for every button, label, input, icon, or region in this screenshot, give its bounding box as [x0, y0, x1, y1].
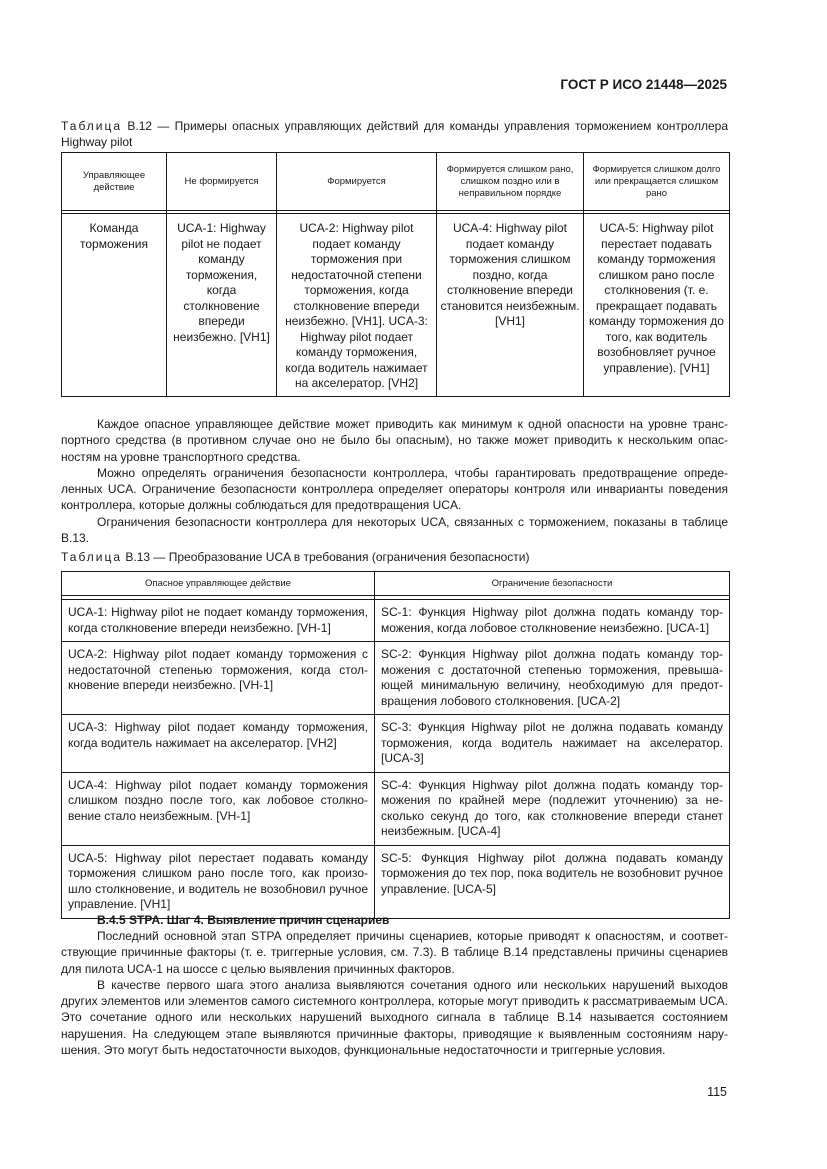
body-text-block-1: [61, 416, 728, 546]
table-cell: UCA-5: Highway pilot перестает подавать команду торможения слишком рано после того, как произошло столкновение, и водитель не возобновил ручное управление. [VH1]: [62, 845, 375, 918]
table-cell: Команда торможения: [62, 214, 167, 397]
paragraph: Последний основной этап STPA определяет причины сценариев, которые приводят к опасностям, и соответствующие причинные факторы (т. е. триггерные условия, см. 7.3). В таблице В.14 представлены причины сценариев для пилота UCA-1 на шоссе с целью выявления причинных факторов.: [61, 929, 728, 976]
paragraph: Ограничения безопасности контроллера для некоторых UCA, связанных с торможением, показаны в таблице В.13.: [61, 514, 728, 546]
table-b12-caption: [61, 118, 728, 150]
section-b45: [61, 912, 728, 1058]
column-header: Управляющее действие: [62, 153, 167, 211]
table-cell: UCA-3: Highway pilot подает команду торможения, когда водитель нажимает на акселератор. [VH2]: [62, 715, 375, 773]
table-cell: UCA-4: Highway pilot подает команду торможения слишком поздно, когда столкновение впереди становится неизбежным. [VH1]: [437, 214, 584, 397]
document-header: ГОСТ Р ИСО 21448—2025: [560, 77, 727, 92]
table-b13: [61, 571, 730, 919]
table-row: [62, 214, 730, 397]
paragraph: Можно определять ограничения безопасности контроллера, чтобы гарантировать предотвращение определенных UCA. Ограничение безопасности контроллера определяет операторы контроля или инварианты поведения контроллера, которые должны соблюдаться для предотвращения UCA.: [61, 465, 728, 513]
paragraph: В качестве первого шага этого анализа выявляются сочетания одного или нескольких нарушений выходов других элементов или элементов самого системного контроллера, которые могут приводить к рассматриваемым UCA. Это сочетание одного или нескольких нарушений выходного сигнала в таблице В.14 называется состоянием нарушения. На следующем этапе выявляются причинные факторы, приводящие к выявленным состояниям нарушения. Это могут быть недостаточности выходов, функциональные недостаточности и триггерные условия.: [61, 977, 728, 1058]
table-cell: UCA-4: Highway pilot подает команду торможения слишком поздно после того, как лобовое столкновение стало неизбежным. [VH-1]: [62, 772, 375, 845]
table-label: Таблица: [61, 119, 123, 133]
table-cell: UCA-1: Highway pilot не подает команду торможения, когда столкновение впереди неизбежно. [VH-1]: [62, 600, 375, 642]
column-header: Не формируется: [167, 153, 277, 211]
table-row: [62, 845, 730, 918]
table-b12: [61, 152, 730, 397]
table-title: В.12 — Примеры опасных управляющих действий для команды управления торможением контроллера Highway pilot: [61, 119, 728, 149]
table-cell: SC-2: Функция Highway pilot должна подать команду торможения с достаточной степенью торможения, превышающей минимальную величину, необходимую для предотвращения лобового столкновения. [UCA-2]: [375, 642, 730, 715]
page-number: 115: [707, 1085, 727, 1099]
table-row: [62, 600, 730, 642]
table-cell: UCA-2: Highway pilot подает команду торможения при недостаточной степени торможения, когда столкновение впереди неизбежно. [VH1]. UCA-3: Highway pilot подает команду торможения, когда водитель нажимает на акселератор. [VH2]: [277, 214, 437, 397]
table-cell: UCA-1: Highway pilot не подает команду торможения, когда столкновение впереди неизбежно. [VH1]: [167, 214, 277, 397]
table-cell: SC-4: Функция Highway pilot должна подать команду торможения по крайней мере (подлежит уточнению) за несколько секунд до того, как столкновение впереди станет неизбежным. [UCA-4]: [375, 772, 730, 845]
table-row: [62, 642, 730, 715]
table-cell: SC-3: Функция Highway pilot не должна подавать команду торможения, когда водитель нажимает на акселератор. [UCA-3]: [375, 715, 730, 773]
table-cell: UCA-5: Highway pilot перестает подавать команду торможения слишком рано после столкновения (т. е. прекращает подавать команду торможения до того, как водитель возобновляет ручное управление). [VH1]: [584, 214, 730, 397]
table-cell: UCA-2: Highway pilot подает команду торможения с недостаточной степенью торможения, когда столкновение впереди неизбежно. [VH-1]: [62, 642, 375, 715]
column-header: Опасное управляющее действие: [62, 572, 375, 596]
column-header: Формируется слишком долго или прекращается слишком рано: [584, 153, 730, 211]
column-header: Формируется слишком рано, слишком поздно или в неправильном порядке: [437, 153, 584, 211]
table-title: В.13 — Преобразование UCA в требования (ограничения безопасности): [125, 550, 530, 564]
column-header: Формируется: [277, 153, 437, 211]
table-cell: SC-5: Функция Highway pilot должна подавать команду торможения до тех пор, пока водитель не возобновит ручное управление. [UCA-5]: [375, 845, 730, 918]
table-b13-caption: [61, 549, 728, 565]
column-header: Ограничение безопасности: [375, 572, 730, 596]
table-row: [62, 715, 730, 773]
section-heading: В.4.5 STPA. Шаг 4. Выявление причин сценариев: [97, 913, 390, 927]
table-cell: SC-1: Функция Highway pilot должна подать команду торможения, когда лобовое столкновение неизбежно. [UCA-1]: [375, 600, 730, 642]
table-label: Таблица: [61, 550, 123, 564]
table-row: [62, 772, 730, 845]
paragraph: Каждое опасное управляющее действие может приводить как минимум к одной опасности на уровне транспортного средства (в противном случае оно не было бы опасным), но также может приводить к нескольким опасностям на уровне транспортного средства.: [61, 417, 728, 464]
